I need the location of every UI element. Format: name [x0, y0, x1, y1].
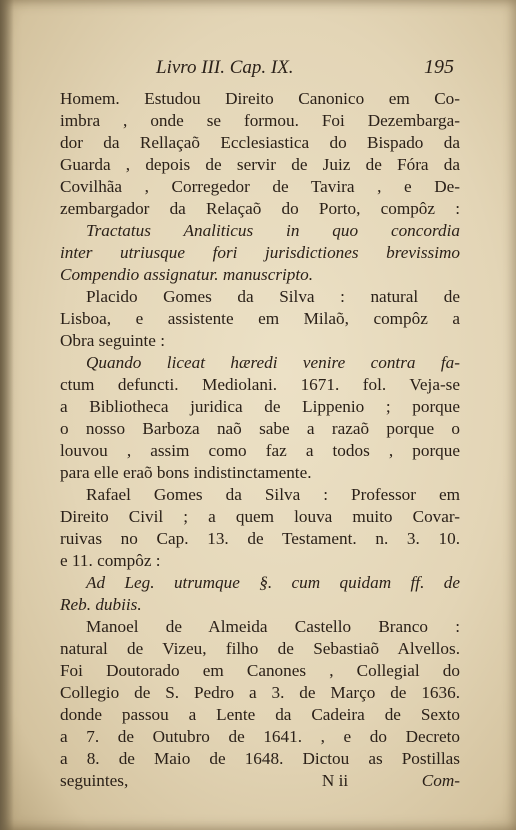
text-line: Foi Doutorado em Canones , Collegial do: [60, 661, 460, 680]
text-line: donde passou a Lente da Cadeira de Sexto: [60, 705, 460, 724]
text-line: Collegio de S. Pedro a 3. de Março de 1636.: [60, 683, 460, 702]
page-text-block: [60, 56, 460, 792]
text-line: Compendio assignatur. manuscripto.: [60, 265, 314, 284]
text-line: e 11. compôz :: [60, 551, 161, 570]
text-line: Ad Leg. utrumque §. cum quidam ff. de: [86, 573, 460, 592]
text-line: Covilhãa , Corregedor de Tavira , e De-: [60, 177, 460, 196]
text-line: Manoel de Almeida Castello Branco :: [86, 617, 460, 636]
text-line: ctum defuncti. Mediolani. 1671. fol. Veja-se: [60, 375, 460, 394]
text-line: dor da Rellaçaõ Ecclesiastica do Bispado da: [60, 133, 460, 152]
last-line-start: seguintes,: [60, 771, 129, 790]
text-line: inter utriusque fori jurisdictiones brevissimo: [60, 243, 460, 262]
text-line: a Bibliotheca juridica de Lippenio ; porque: [60, 397, 460, 416]
text-line: a 8. de Maio de 1648. Dictou as Postillas: [60, 749, 460, 768]
page-gutter-shadow: [0, 0, 14, 830]
text-line: para elle eraõ bons indistinctamente.: [60, 463, 312, 482]
text-line: Quando liceat hæredi venire contra fa-: [86, 353, 460, 372]
catchword: Com-: [421, 771, 460, 790]
text-line: Rafael Gomes da Silva : Professor em: [86, 485, 460, 504]
text-line: Guarda , depois de servir de Juiz de Fóra da: [60, 155, 460, 174]
text-line: Lisboa, e assistente em Milaõ, compôz a: [60, 309, 460, 328]
text-line: Homem. Estudou Direito Canonico em Co-: [60, 89, 460, 108]
text-line: Reb. dubiis.: [60, 595, 142, 614]
text-line: natural de Vizeu, filho de Sebastiaõ Alvellos.: [60, 639, 460, 658]
text-line: louvou , assim como faz a todos , porque: [60, 441, 460, 460]
text-line: Tractatus Analiticus in quo concordia: [86, 221, 460, 240]
signature-mark: N ii: [321, 771, 349, 790]
text-line: Direito Civil ; a quem louva muito Covar-: [60, 507, 460, 526]
running-title: Livro III. Cap. IX.: [156, 57, 294, 78]
text-line: a 7. de Outubro de 1641. , e do Decreto: [60, 727, 460, 746]
text-line: ruivas no Cap. 13. de Testament. n. 3. 10.: [60, 529, 460, 548]
page-header: [156, 56, 454, 88]
text-line: o nosso Barboza naõ sabe a razaõ porque o: [60, 419, 460, 438]
text-line: imbra , onde se formou. Foi Dezembarga-: [60, 111, 460, 130]
page-footer: [60, 770, 460, 792]
text-line: Obra seguinte :: [60, 331, 166, 350]
text-line: zembargador da Relaçaõ do Porto, compôz :: [60, 199, 460, 218]
page-number: 195: [424, 56, 454, 78]
text-line: Placido Gomes da Silva : natural de: [86, 287, 460, 306]
